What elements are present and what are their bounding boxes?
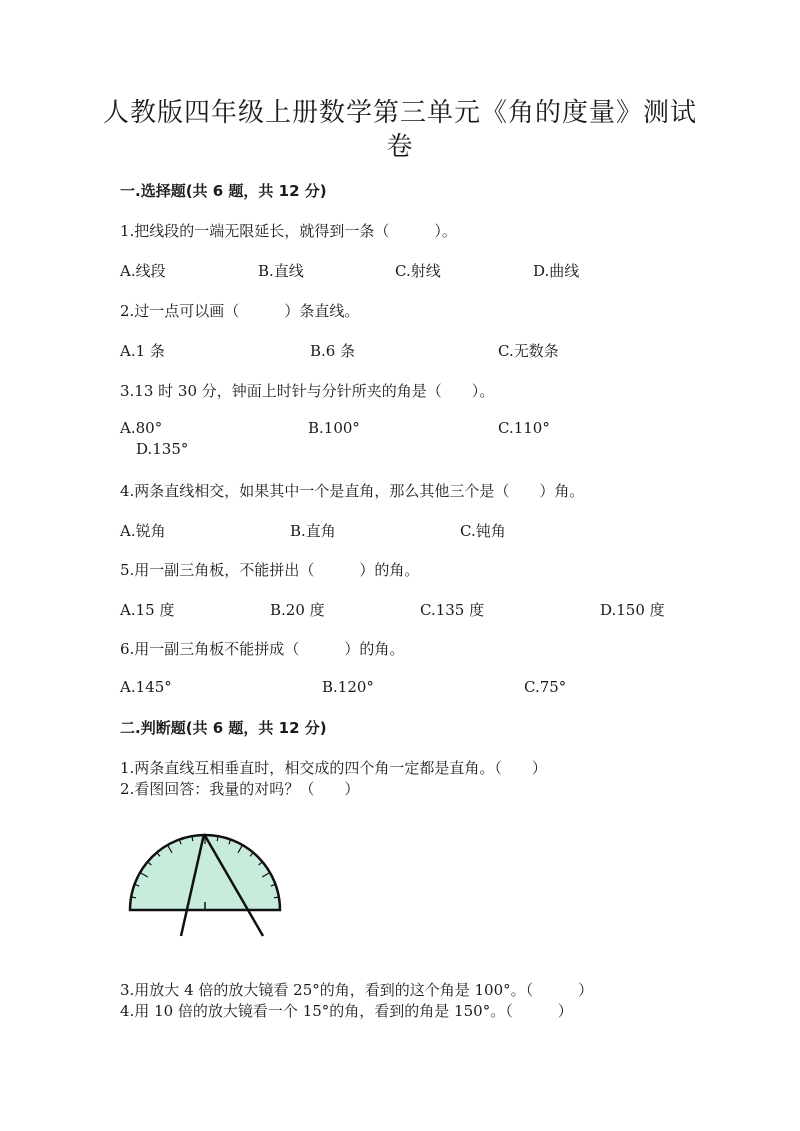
q2-option-b: B.6 条 [310,342,356,360]
page-title [90,96,710,164]
question-3: 3.13 时 30 分，钟面上时针与分针所夹的角是（ ）。 [120,382,495,400]
section-heading-choice: 一.选择题(共 6 题，共 12 分) [120,182,327,200]
judgment-3: 3.用放大 4 倍的放大镜看 25°的角，看到的这个角是 100°。（ ） [120,981,594,999]
q4-option-a: A.锐角 [120,522,166,540]
q4-option-c: C.钝角 [460,522,506,540]
q5-option-b: B.20 度 [270,601,325,619]
q3-option-a: A.80° [120,419,163,437]
judgment-1: 1.两条直线互相垂直时，相交成的四个角一定都是直角。（ ） [120,759,547,777]
question-2: 2.过一点可以画（ ）条直线。 [120,302,360,320]
q5-option-a: A.15 度 [120,601,175,619]
protractor-tick [274,897,279,898]
q3-option-b: B.100° [308,419,360,437]
q2-option-a: A.1 条 [120,342,165,360]
protractor-figure [120,828,290,940]
title-line-2: 卷 [386,132,414,162]
q1-option-c: C.射线 [395,262,441,280]
q1-option-a: A.线段 [120,262,166,280]
q4-option-b: B.直角 [290,522,336,540]
title-line-1: 人教版四年级上册数学第三单元《角的度量》测试 [102,98,697,128]
question-1: 1.把线段的一端无限延长，就得到一条（ ）。 [120,222,457,240]
protractor-tick [217,836,218,841]
protractor-tick [131,897,136,898]
q6-option-b: B.120° [322,678,374,696]
q5-option-c: C.135 度 [420,601,485,619]
section-heading-judgment: 二.判断题(共 6 题，共 12 分) [120,719,327,737]
q6-option-c: C.75° [524,678,567,696]
q2-option-c: C.无数条 [498,342,559,360]
question-5: 5.用一副三角板，不能拼出（ ）的角。 [120,561,420,579]
judgment-2: 2.看图回答：我量的对吗？（ ） [120,780,360,798]
q1-option-b: B.直线 [258,262,304,280]
question-4: 4.两条直线相交，如果其中一个是直角，那么其他三个是（ ）角。 [120,482,585,500]
question-6: 6.用一副三角板不能拼成（ ）的角。 [120,640,405,658]
protractor-tick [192,836,193,841]
q1-option-d: D.曲线 [533,262,580,280]
judgment-4: 4.用 10 倍的放大镜看一个 15°的角，看到的角是 150°。（ ） [120,1002,573,1020]
q6-option-a: A.145° [120,678,172,696]
protractor-body [130,835,280,910]
q3-option-d: D.135° [136,440,189,458]
q3-option-c: C.110° [498,419,550,437]
q5-option-d: D.150 度 [600,601,665,619]
